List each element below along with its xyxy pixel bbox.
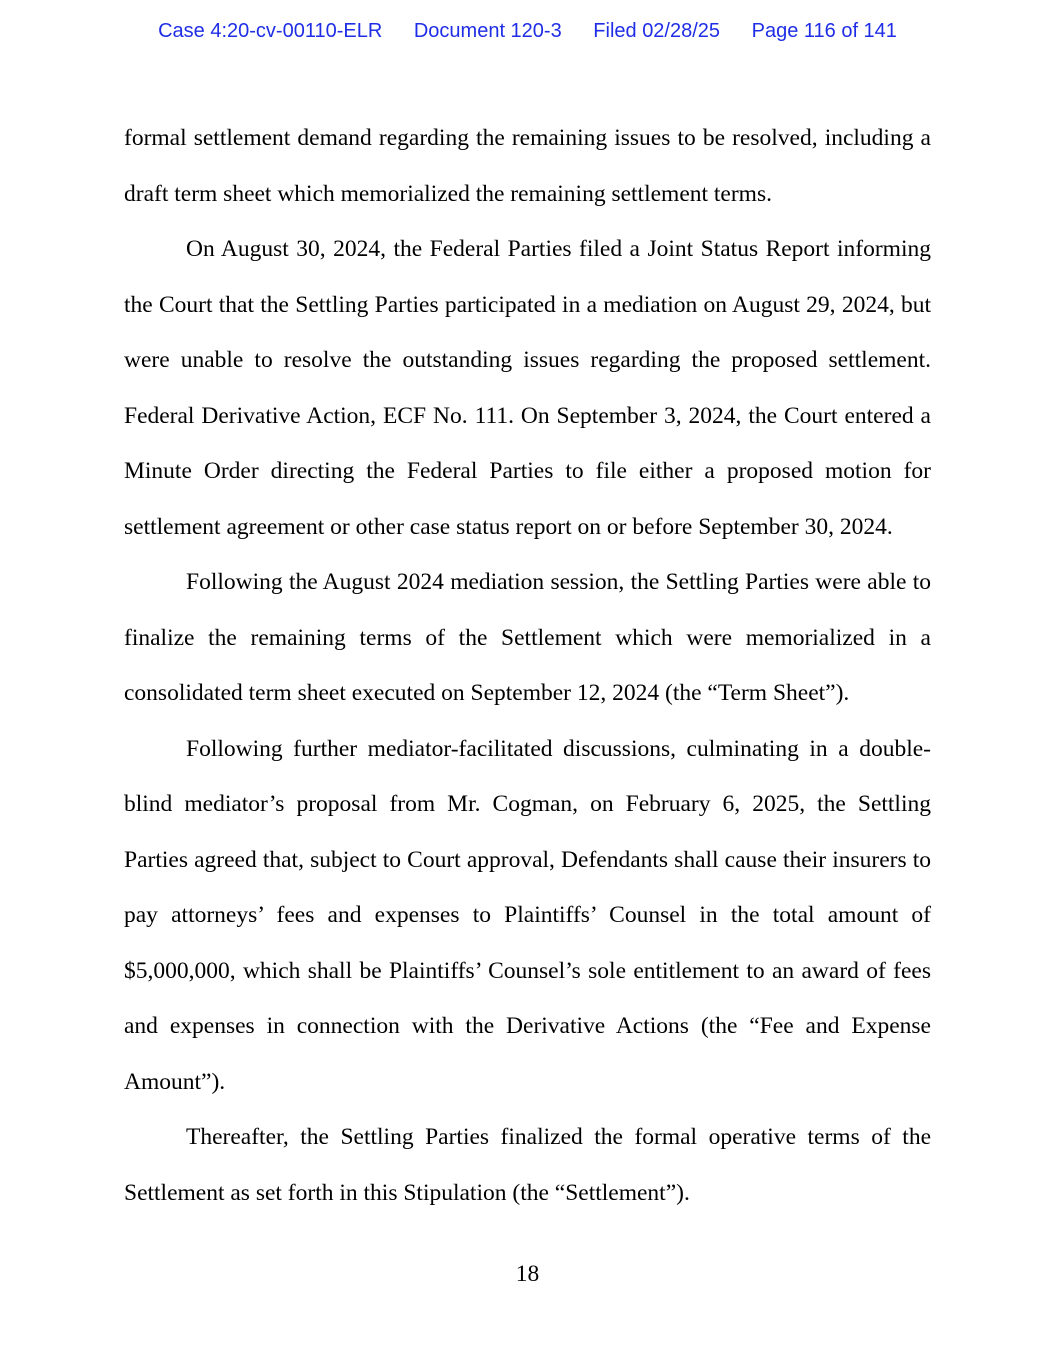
paragraph-continuation: formal settlement demand regarding the remaining issues to be resolved, including a draft term sheet which memorialized the remaining settlement terms. bbox=[124, 125, 931, 207]
document-body bbox=[124, 111, 931, 1221]
document-number: Document 120-3 bbox=[413, 20, 562, 42]
paragraph: Following further mediator-facilitated discussions, culminating in a double-blind mediator’s proposal from Mr. Cogman, on February 6, 2025, the Settling Parties agreed that, subject to Court approval, Defendants shall cause their insurers to pay attorneys’ fees and expenses to Plaintiffs’ Counsel in the total amount of $5,000,000, which shall be Plaintiffs’ Counsel’s sole entitlement to an award of fees and expenses in connection with the Derivative Actions (the “Fee and Expense Amount”). bbox=[124, 735, 931, 1095]
page-count: Page 116 of 141 bbox=[751, 20, 897, 42]
case-number: Case 4:20-cv-00110-ELR bbox=[158, 20, 383, 42]
court-filing-header bbox=[0, 20, 1055, 43]
page-number: 18 bbox=[515, 1261, 540, 1287]
paragraph: On August 30, 2024, the Federal Parties filed a Joint Status Report informing the Court that the Settling Parties participated in a mediation on August 29, 2024, but were unable to resolve the outstanding issues regarding the proposed settlement. Federal Derivative Action, ECF No. 111. On September 3, 2024, the Court entered a Minute Order directing the Federal Parties to file either a proposed motion for settlement agreement or other case status report on or before September 30, 2024. bbox=[124, 236, 931, 540]
paragraph: Thereafter, the Settling Parties finalized the formal operative terms of the Settlement as set forth in this Stipulation (the “Settlement”). bbox=[124, 1124, 931, 1206]
paragraph: Following the August 2024 mediation session, the Settling Parties were able to finalize the remaining terms of the Settlement which were memorialized in a consolidated term sheet executed on September 12, 2024 (the “Term Sheet”). bbox=[124, 569, 931, 706]
filed-date: Filed 02/28/25 bbox=[593, 20, 721, 42]
